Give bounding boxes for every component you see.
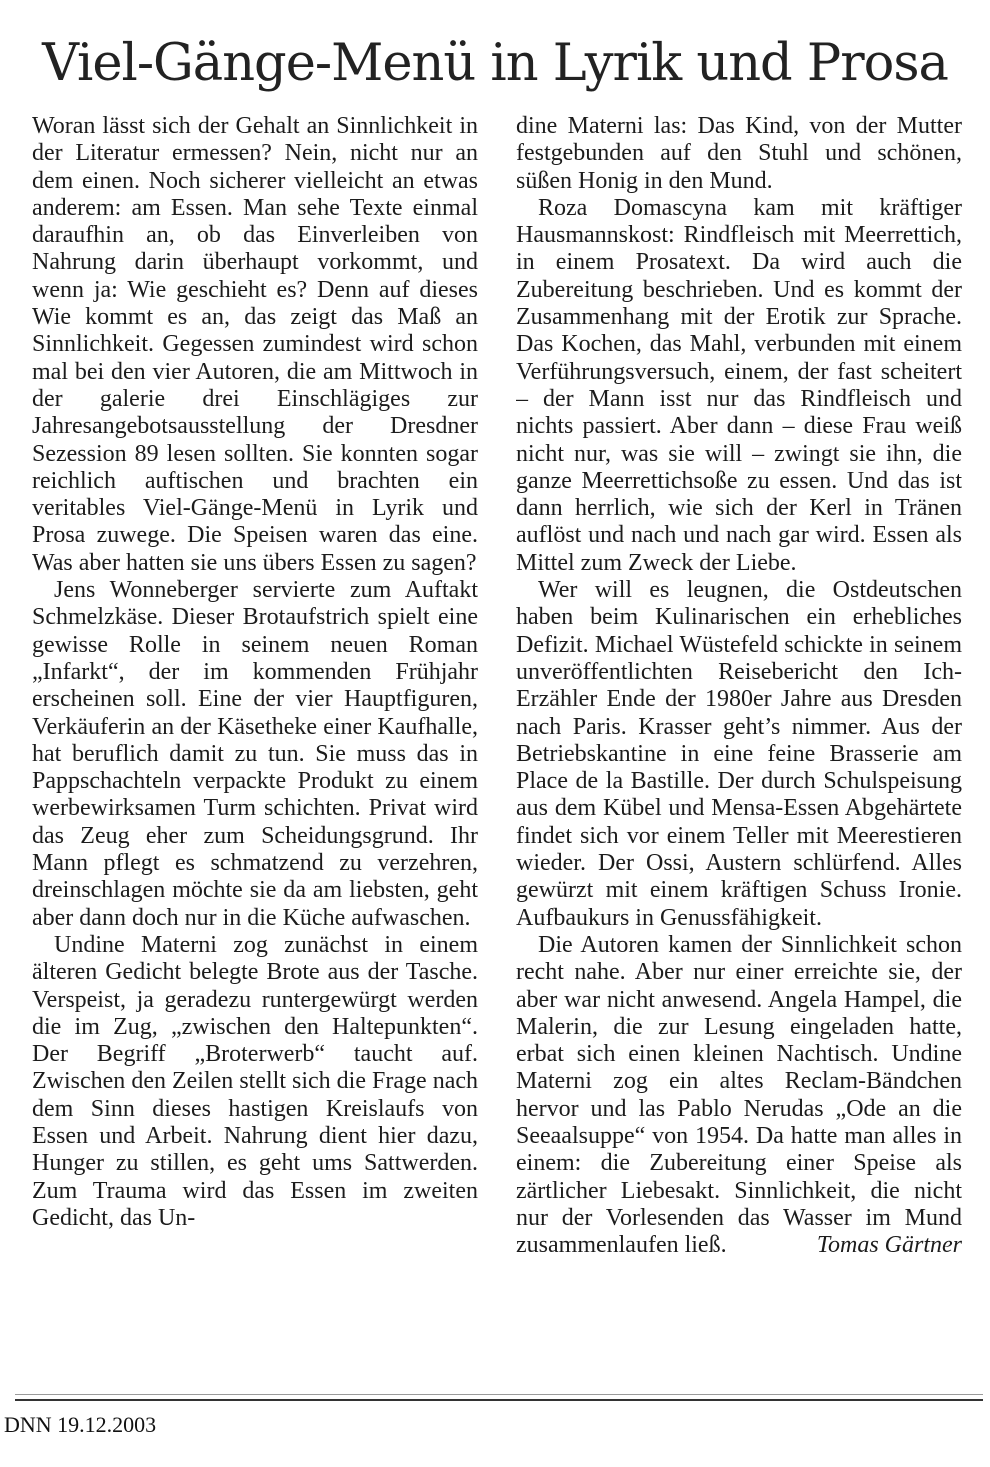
paragraph: Wer will es leugnen, die Ostdeutschen haben beim Kulinarischen ein erhebliches Defizit. Michael Wüstefeld schickte in seinem unveröffentlichten Reisebericht den Ich-Erzähler Ende der 1980er Jahre aus Dresden nach Paris. Krasser geht’s nimmer. Aus der Betriebskantine in eine feine Brasserie am Place de la Bastille. Der durch Schulspeisung aus dem Kübel und Mensa-Essen Abgehärtete findet sich vor einem Teller mit Meerestieren wieder. Der Ossi, Austern schlürfend. Alles gewürzt mit einem kräftigen Schuss Ironie. Aufbaukurs in Genussfähigkeit.: [516, 577, 962, 931]
paragraph: Woran lässt sich der Gehalt an Sinnlichkeit in der Literatur ermessen? Nein, nicht nur an dem einen. Noch sicherer vielleicht an etwas anderem: am Essen. Man sehe Texte einmal daraufhin an, ob das Einverleiben von Nahrung darin überhaupt vorkommt, und wenn ja: Wie geschieht es? Denn auf dieses Wie kommt es an, das zeigt das Maß an Sinnlichkeit. Gegessen zumindest wird schon mal bei den vier Autoren, die am Mittwoch in der galerie drei Einschlägiges zur Jahresangebotsausstellung der Dresdner Sezession 89 lesen sollten. Sie konnten sogar reichlich auftischen und brachten ein veritables Viel-Gänge-Menü in Lyrik und Prosa zuwege. Die Speisen waren das eine. Was aber hatten sie uns übers Essen zu sagen?: [32, 113, 478, 576]
byline: Tomas Gärtner: [816, 1232, 962, 1259]
paragraph: Jens Wonneberger servierte zum Auftakt Schmelzkäse. Dieser Brotaufstrich spielt eine gewisse Rolle in seinem neuen Roman „Infarkt“, der im kommenden Frühjahr erscheinen soll. Eine der vier Hauptfiguren, Verkäuferin an der Käsetheke einer Kaufhalle, hat beruflich damit zu tun. Sie muss das in Pappschachteln verpackte Produkt zu einem werbewirksamen Turm schichten. Privat wird das Zeug eher zum Scheidungsgrund. Ihr Mann pflegt es schmatzend zu verzehren, dreinschlagen möchte sie da am liebsten, geht aber dann doch nur in die Küche aufwaschen.: [32, 577, 478, 931]
paragraph: Roza Domascyna kam mit kräftiger Hausmannskost: Rindfleisch mit Meerrettich, in einem Prosatext. Da wird auch die Zubereitung beschrieben. Und es kommt der Zusammenhang mit der Erotik zur Sprache. Das Kochen, das Mahl, verbunden mit einem Verführungsversuch, einem, der fast scheitert – der Mann isst nur das Rindfleisch und nichts passiert. Aber dann – diese Frau weiß nicht nur, was sie will – zwingt sie ihn, die ganze Meerrettichsoße zu essen. Und das ist dann herrlich, wie sich der Kerl in Tränen auflöst und nach und nach gar wird. Essen als Mittel zum Zweck der Liebe.: [516, 194, 962, 576]
paragraph-last: [516, 932, 962, 1260]
bottom-rule: [15, 1399, 983, 1401]
paragraph: dine Materni las: Das Kind, von der Mutter festgebunden auf den Stuhl und schönen, süßen Honig in den Mund.: [516, 113, 962, 194]
source-label: DNN 19.12.2003: [4, 1412, 157, 1437]
article-column-left: [32, 113, 478, 1388]
headline: Viel-Gänge-Menü in Lyrik und Prosa: [42, 34, 948, 93]
paragraph-text: Die Autoren kamen der Sinnlichkeit schon recht nahe. Aber nur einer erreichte sie, der aber war nicht anwesend. Angela Hampel, die Malerin, die zur Lesung eingeladen hatte, erbat sich einen kleinen Nachtisch. Undine Materni zog ein altes Reclam-Bändchen hervor und las Pablo Nerudas „Ode an die Seeaalsuppe“ von 1954. Da hatte man alles in einem: die Zubereitung einer Speise als zärtlicher Liebesakt. Sinnlichkeit, die nicht nur der Vorlesenden das Wasser im Mund zusammenlaufen ließ.: [516, 931, 962, 1259]
article-column-right: [516, 113, 962, 1388]
bottom-rule-faint: [15, 1394, 983, 1395]
paragraph: Undine Materni zog zunächst in einem älteren Gedicht belegte Brote aus der Tasche. Verspeist, ja geradezu runtergewürgt werden die im Zug, „zwischen den Haltepunkten“. Der Begriff „Broterwerb“ taucht auf. Zwischen den Zeilen stellt sich die Frage nach dem Sinn dieses hastigen Kreislaufs von Essen und Arbeit. Nahrung dient hier dazu, Hunger zu stillen, es geht ums Sattwerden. Zum Trauma wird das Essen im zweiten Gedicht, das Un-: [32, 931, 478, 1231]
